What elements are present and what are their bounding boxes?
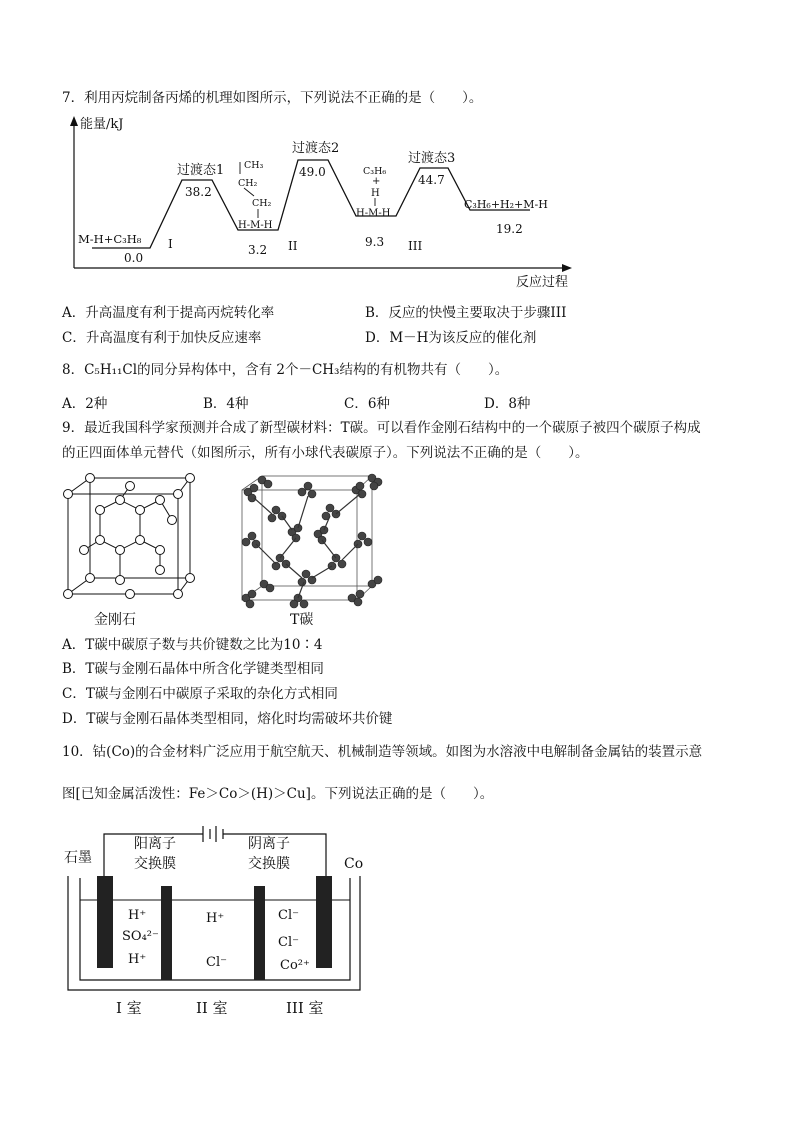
- q9-option-c[interactable]: C．T碳与金刚石中碳原子采取的杂化方式相同: [62, 686, 338, 702]
- int1-hmh: H-M-H: [238, 220, 273, 231]
- q8-option-c[interactable]: C．6种: [344, 396, 390, 412]
- step-2-label: II: [288, 239, 298, 253]
- energy-profile-chart: [60, 112, 590, 294]
- ts3-label: 过渡态3: [408, 151, 456, 166]
- int2-h: H: [371, 188, 380, 199]
- graphite-electrode: [97, 876, 113, 968]
- int1-value: 3.2: [248, 243, 268, 257]
- q7-stem: 7．利用丙烷制备丙烯的机理如图所示，下列说法不正确的是（ ）。: [62, 90, 483, 106]
- q8-stem: 8．C₅H₁₁Cl的同分异构体中，含有 2个－CH₃结构的有机物共有（ ）。: [62, 362, 509, 378]
- ts1-label: 过渡态1: [177, 163, 225, 178]
- q10-stem-line2: 图[已知金属活泼性：Fe＞Co＞(H)＞Cu]。下列说法正确的是（ ）。: [62, 786, 494, 802]
- q9-option-b[interactable]: B．T碳与金刚石晶体中所含化学键类型相同: [62, 661, 324, 677]
- graphite-label: 石墨: [64, 850, 92, 866]
- step-3-label: III: [408, 239, 423, 253]
- t-carbon-label: T碳: [290, 612, 314, 628]
- cobalt-electrode: [316, 876, 332, 968]
- int2-value: 9.3: [365, 235, 385, 249]
- t-carbon-structure-figure: [232, 470, 392, 630]
- ts3-value: 44.7: [418, 173, 445, 187]
- cation-membrane-label-2: 交换膜: [134, 856, 176, 872]
- q8-option-a[interactable]: A．2种: [62, 396, 108, 412]
- int1-ch2-a: CH₂: [238, 178, 258, 189]
- end-value: 19.2: [496, 222, 523, 236]
- q10-stem-line1: 10．钴(Co)的合金材料广泛应用于航空航天、机械制造等领域。如图为水溶液中电解制备金属钴的装置示意: [62, 744, 703, 760]
- q9-option-d[interactable]: D．T碳与金刚石晶体类型相同，熔化时均需破坏共价键: [62, 711, 393, 727]
- cation-exchange-membrane: [161, 886, 172, 980]
- end-species: C₃H₆+H₂+M-H: [464, 198, 548, 211]
- room1-ion-3: H⁺: [128, 952, 147, 967]
- room3-label: III 室: [286, 999, 324, 1017]
- room2-ion-2: Cl⁻: [206, 955, 227, 970]
- q7-option-d[interactable]: D．M－H为该反应的催化剂: [365, 330, 537, 346]
- q9-option-a[interactable]: A．T碳中碳原子数与共价键数之比为10∶4: [62, 637, 323, 653]
- room1-label: I 室: [116, 999, 142, 1017]
- cation-membrane-label-1: 阳离子: [134, 836, 176, 852]
- q7-option-b[interactable]: B．反应的快慢主要取决于步骤III: [365, 305, 567, 321]
- room1-ion-2: SO₄²⁻: [122, 929, 159, 944]
- diamond-label: 金刚石: [94, 612, 136, 628]
- electrolysis-apparatus-figure: [60, 818, 380, 1023]
- room3-ion-2: Cl⁻: [278, 935, 299, 950]
- int1-ch3: CH₃: [244, 160, 264, 171]
- int1-ch2-b: CH₂: [252, 198, 272, 209]
- diamond-structure-figure: [60, 470, 200, 630]
- room3-ion-3: Co²⁺: [280, 958, 310, 973]
- anion-membrane-label-2: 交换膜: [248, 856, 290, 872]
- int2-hmh: H-M-H: [356, 208, 391, 219]
- q9-stem-line1: 9．最近我国科学家预测并合成了新型碳材料：T碳。可以看作金刚石结构中的一个碳原子被四个碳原子构成: [62, 420, 701, 436]
- q7-option-a[interactable]: A．升高温度有利于提高丙烷转化率: [62, 305, 275, 321]
- q7-option-c[interactable]: C．升高温度有利于加快反应速率: [62, 330, 262, 346]
- room3-ion-1: Cl⁻: [278, 908, 299, 923]
- int2-plus: +: [372, 176, 381, 187]
- x-axis-arrow: [562, 264, 572, 272]
- step-1-label: I: [168, 237, 173, 251]
- x-axis-label: 反应过程: [516, 275, 569, 290]
- y-axis-arrow: [70, 116, 78, 126]
- room1-ion-1: H⁺: [128, 908, 147, 923]
- int2-c3h6: C₃H₆: [363, 166, 387, 177]
- anion-exchange-membrane: [254, 886, 265, 980]
- anion-membrane-label-1: 阴离子: [248, 836, 290, 852]
- room2-ion-1: H⁺: [206, 911, 225, 926]
- q8-option-b[interactable]: B．4种: [203, 396, 249, 412]
- cobalt-label: Co: [344, 856, 364, 872]
- ts1-value: 38.2: [185, 185, 212, 199]
- q8-option-d[interactable]: D．8种: [484, 396, 531, 412]
- start-species: M-H+C₃H₈: [78, 232, 142, 246]
- y-axis-label: 能量/kJ: [80, 117, 124, 132]
- start-value: 0.0: [124, 251, 144, 265]
- ts2-label: 过渡态2: [292, 141, 340, 156]
- room2-label: II 室: [196, 999, 228, 1017]
- q9-stem-line2: 的正四面体单元替代（如图所示，所有小球代表碳原子）。下列说法不正确的是（ ）。: [62, 445, 589, 461]
- ts2-value: 49.0: [299, 165, 326, 179]
